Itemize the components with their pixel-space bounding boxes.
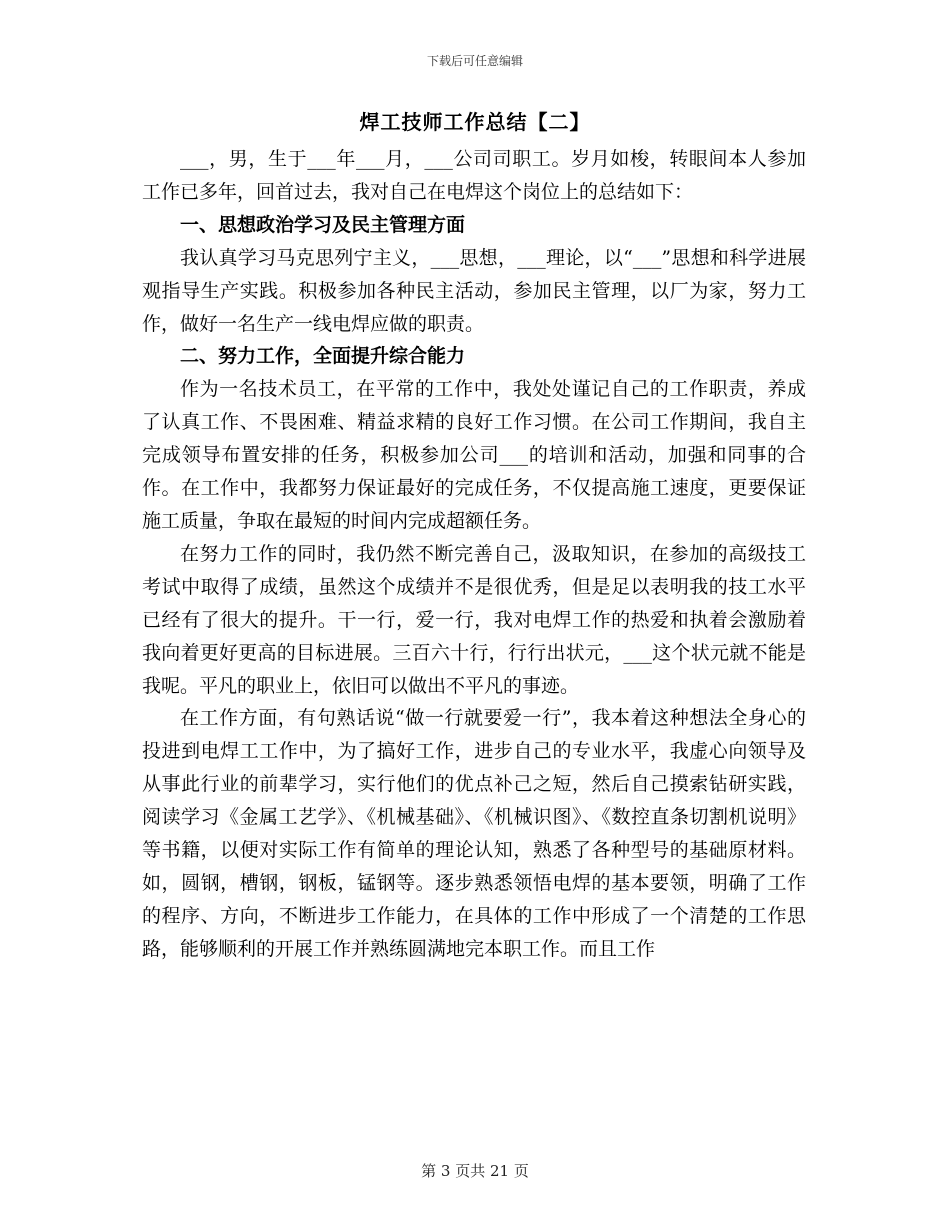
page-header-note: 下载后可任意编辑	[426, 54, 523, 68]
paragraph-work-duties: 作为一名技术员工，在平常的工作中，我处处谨记自己的工作职责，养成了认真工作、不畏困难、精益求精的良好工作习惯。在公司工作期间，我自主完成领导布置安排的任务，积极参加公司___的培训和活动，加强和同事的合作。在工作中，我都努力保证最好的完成任务，不仅提高施工速度，更要保证施工质量，争取在最短的时间内完成超额任务。	[142, 378, 806, 532]
paragraph-political-study: 我认真学习马克思列宁主义，___思想，___理论，以“___”思想和科学进展观指导生产实践。积极参加各种民主活动，参加民主管理，以厂为家，努力工作，做好一名生产一线电焊应做的职责。	[142, 246, 806, 335]
paragraph-intro: ___，男，生于___年___月，___公司司职工。岁月如梭，转眼间本人参加工作已多年，回首过去，我对自己在电焊这个岗位上的总结如下：	[142, 148, 806, 203]
page-number: 第 3 页共 21 页	[421, 1162, 529, 1180]
document-body	[142, 143, 806, 966]
paragraph-self-improvement: 在努力工作的同时，我仍然不断完善自己，汲取知识，在参加的高级技工考试中取得了成绩，虽然这个成绩并不是很优秀，但是足以表明我的技工水平已经有了很大的提升。干一行，爱一行，我对电焊工作的热爱和执着会激励着我向着更好更高的目标进展。三百六十行，行行出状元，___这个状元就不能是我呢。平凡的职业上，依旧可以做出不平凡的事迹。	[142, 542, 806, 697]
document-title: 焊工技师工作总结【二】	[359, 110, 591, 134]
section-heading-2: 二、努力工作，全面提升综合能力	[180, 345, 466, 368]
section-heading-1: 一、思想政治学习及民主管理方面	[180, 213, 466, 236]
paragraph-work-approach: 在工作方面，有句熟话说“做一行就要爱一行”，我本着这种想法全身心的投进到电焊工工作中，为了搞好工作，进步自己的专业水平，我虚心向领导及从事此行业的前辈学习，实行他们的优点补己之短，然后自己摸索钻研实践，阅读学习《金属工艺学》、《机械基础》、《机械识图》、《数控直条切割机说明》等书籍，以便对实际工作有简单的理论认知，熟悉了各种型号的基础原材料。如，圆钢，槽钢，钢板，锰钢等。逐步熟悉领悟电焊的基本要领，明确了工作的程序、方向，不断进步工作能力，在具体的工作中形成了一个清楚的工作思路，能够顺利的开展工作并熟练圆满地完本职工作。而且工作	[142, 707, 806, 960]
